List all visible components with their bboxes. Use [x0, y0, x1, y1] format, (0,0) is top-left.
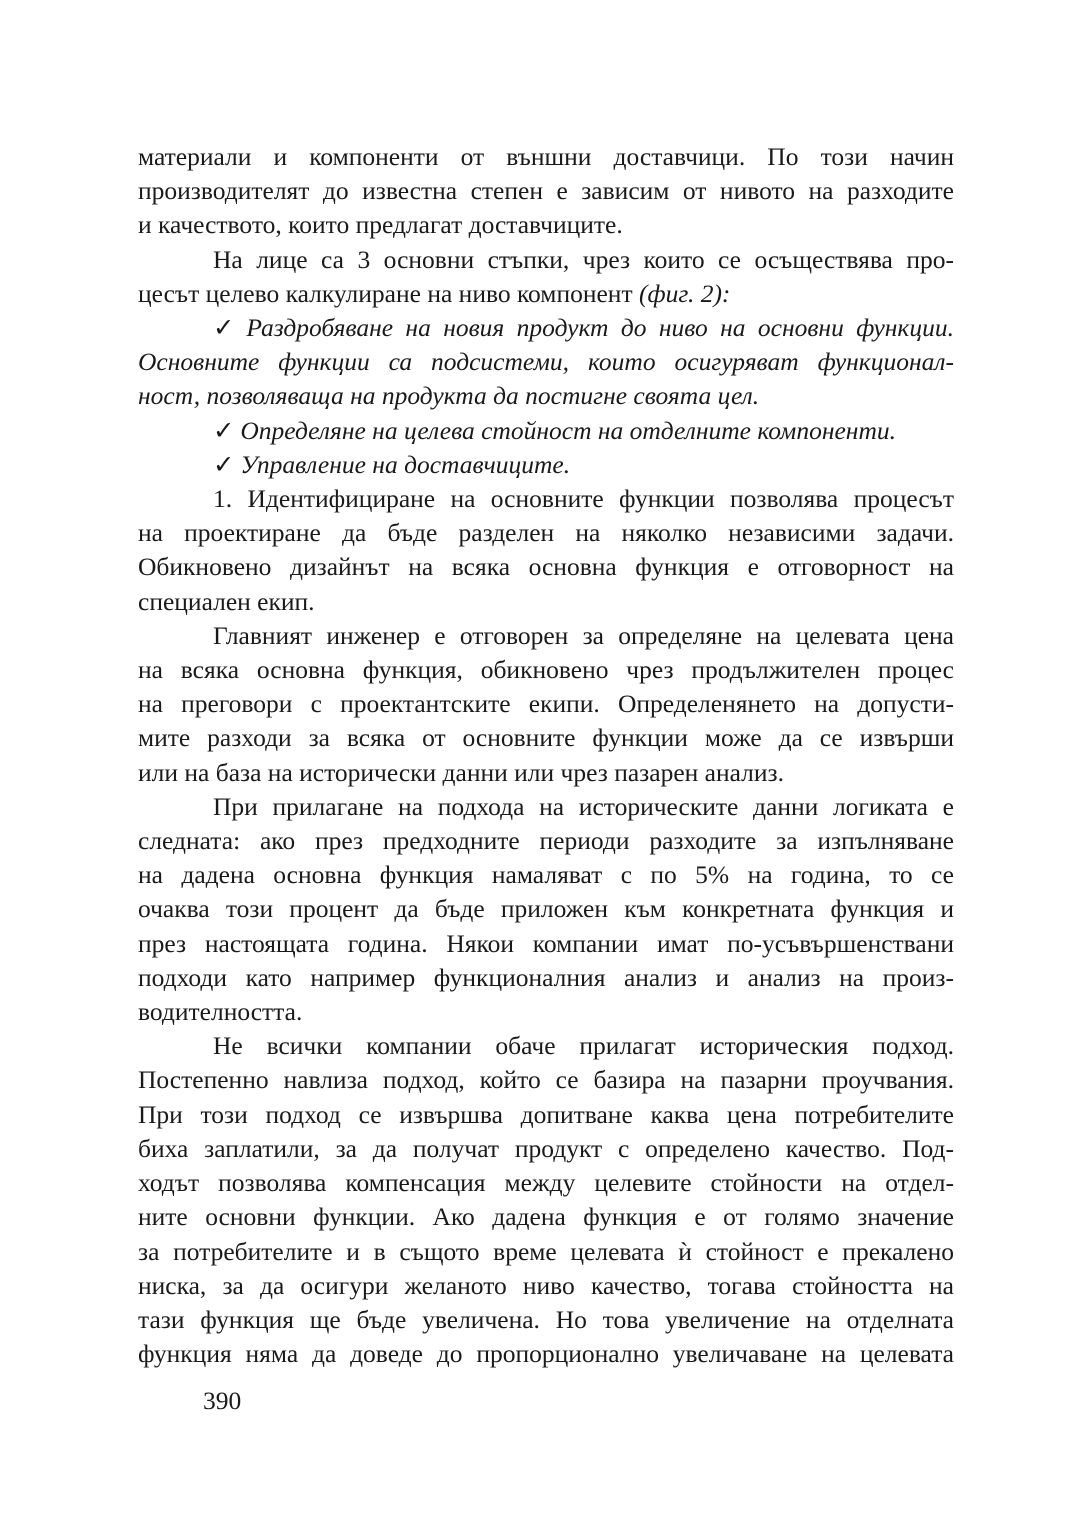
text-line: ходът позволява компенсация между целевите стойности на отдел- — [138, 1168, 954, 1198]
checkmark-icon: ✓ — [213, 415, 235, 445]
text-line: 1. Идентифициране на основните функции позволява процесът — [213, 484, 954, 514]
text-line: очаква този процент да бъде приложен към конкретната функция и — [138, 894, 954, 924]
text-line: биха заплатили, за да получат продукт с определено качество. Под- — [138, 1133, 954, 1163]
paragraph-2 — [138, 243, 954, 311]
text-line: и качеството, които предлагат доставчиците. — [138, 210, 623, 240]
text-line: на преговори с проектантските екипи. Определенянето на допусти- — [138, 689, 954, 719]
bullet-item-2 — [138, 414, 954, 448]
text-line: тази функция ще бъде увеличена. Но това увеличение на отделната — [138, 1304, 954, 1334]
text-line: през настоящата година. Някои компании имат по-усъвършенствани — [138, 928, 954, 958]
text-fragment: Управление на доставчиците. — [240, 449, 571, 479]
text-line: за потребителите и в същото време целевата ѝ стойност е прекалено — [138, 1236, 954, 1266]
text-fragment: цесът целево калкулиране на ниво компонент — [138, 278, 639, 308]
text-line: производителят до известна степен е зависим от нивото на разходите — [138, 176, 954, 206]
page-body — [138, 140, 954, 1371]
text-line — [138, 311, 954, 345]
text-fragment: Раздробяване на новия продукт до ниво на основни функции. — [246, 313, 954, 343]
text-line — [138, 277, 954, 311]
paragraph-6 — [138, 1029, 954, 1371]
text-line: ниска, за да осигури желаното ниво качество, тогава стойността на — [138, 1270, 954, 1300]
text-line: на всяка основна функция, обикновено чрез продължителен процес — [138, 655, 954, 685]
text-line: Постепенно навлиза подход, който се базира на пазарни проучвания. — [138, 1065, 954, 1095]
text-line: подходи като например функционалния анализ и анализ на произ- — [138, 962, 954, 992]
text-line: Основните функции са подсистеми, които осигуряват функционал- — [138, 347, 954, 377]
checkmark-icon: ✓ — [213, 449, 235, 479]
text-line: мите разходи за всяка от основните функции може да се извърши — [138, 723, 954, 753]
text-line: На лице са 3 основни стъпки, чрез които се осъществява про- — [213, 244, 954, 274]
text-line: материали и компоненти от външни доставчици. По този начин — [138, 142, 954, 171]
page-number: 390 — [203, 1386, 242, 1415]
text-line: на проектиране да бъде разделен на няколко независими задачи. — [138, 518, 954, 548]
text-line — [138, 448, 954, 482]
text-fragment: Определяне на целева стойност на отделните компоненти. — [240, 415, 896, 445]
paragraph-3 — [138, 482, 954, 619]
text-line: При този подход се извършва допитване каква цена потребителите — [138, 1099, 954, 1129]
text-line: Главният инженер е отговорен за определяне на целевата цена — [213, 620, 954, 650]
text-line: специален екип. — [138, 586, 315, 616]
figure-reference: (фиг. 2): — [638, 278, 731, 308]
text-line: следната: ако през предходните периоди разходите за изпълняване — [138, 826, 954, 856]
text-line: ните основни функции. Ако дадена функция е от голямо значение — [138, 1202, 954, 1232]
text-line: ност, позволяваща на продукта да постигне своята цел. — [138, 381, 760, 411]
text-line: или на база на исторически данни или чрез пазарен анализ. — [138, 757, 784, 787]
text-line: функция няма да доведе до пропорционално увеличаване на целевата — [138, 1339, 954, 1369]
paragraph-5 — [138, 790, 954, 1029]
checkmark-icon: ✓ — [213, 313, 241, 343]
text-line: При прилагане на подхода на историческите данни логиката е — [213, 791, 954, 821]
paragraph-4 — [138, 619, 954, 790]
bullet-item-1 — [138, 311, 954, 414]
text-line — [138, 414, 954, 448]
text-line: на дадена основна функция намаляват с по 5% на година, то се — [138, 860, 954, 890]
text-line: Не всички компании обаче прилагат историческия подход. — [213, 1031, 954, 1061]
paragraph-1 — [138, 140, 954, 243]
text-line: Обикновено дизайнът на всяка основна функция е отговорност на — [138, 552, 954, 582]
text-line: водителността. — [138, 997, 303, 1027]
bullet-item-3 — [138, 448, 954, 482]
